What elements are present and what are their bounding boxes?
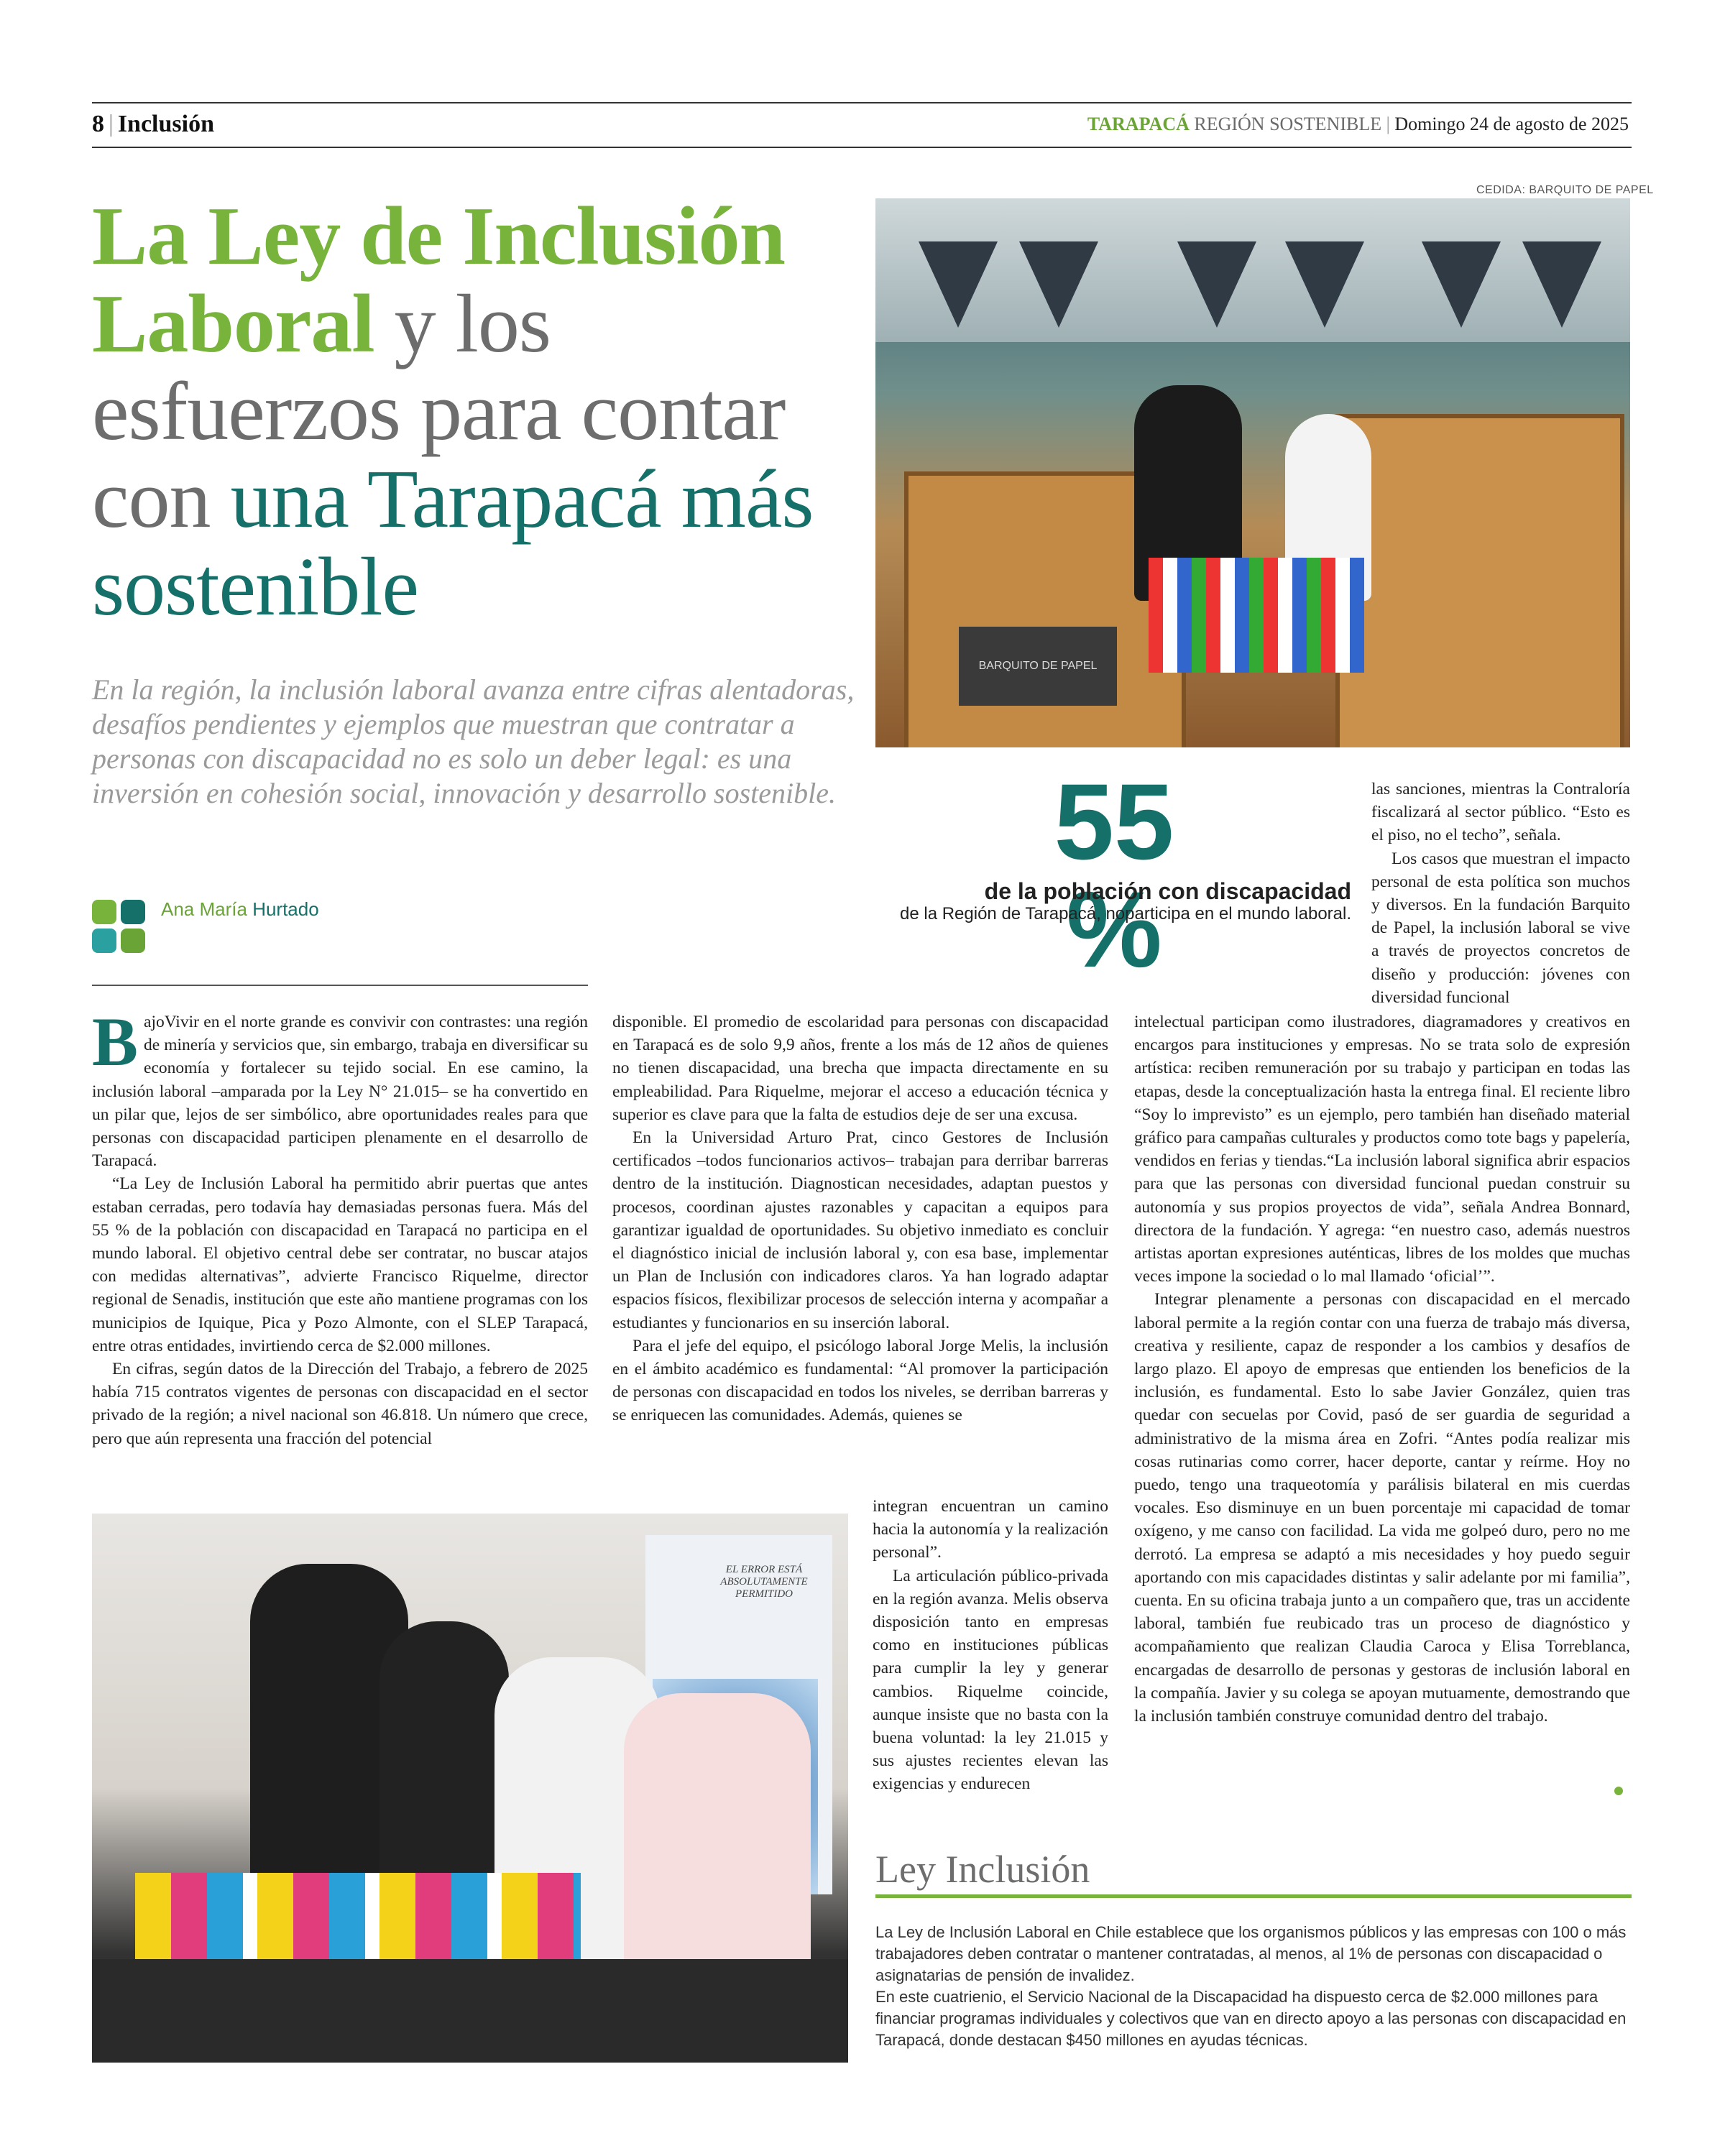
author-logo-icon [92, 900, 150, 957]
pennant-flag [1177, 241, 1256, 328]
headline-part1: La Ley de Inclusión Laboral [92, 190, 785, 370]
leaf-icon [121, 929, 145, 953]
community-icon [121, 900, 145, 924]
author-first-name: Ana María [161, 898, 247, 920]
page-header-left: 8 | Inclusión [92, 111, 214, 137]
pennant-flag [919, 241, 998, 328]
sidebar-rule [875, 1894, 1632, 1898]
article-paragraph: BajoVivir en el norte grande es convivir con contrastes: una región de minería y servicios que, sin embargo, trabaja en diversificar su economía y fortalecer su tejido social. En ese camino, la inclusión laboral –amparada por la Ley N° 21.015– se ha convertido en un pilar que, lejos de ser simbólico, abre oportunidades reales para que personas con discapacidad participen plenamente en el desarrollo de Tarapacá. [92, 1003, 588, 1171]
article-paragraph: integran encuentran un camino hacia la autonomía y la realización personal”. [873, 1497, 1108, 1562]
article-column-3b [1134, 1010, 1630, 1728]
article-column-3a [1371, 778, 1630, 1009]
header-bottom-rule [92, 147, 1632, 148]
page-header-right: TARAPACÁ REGIÓN SOSTENIBLE | Domingo 24 de agosto de 2025 [1087, 114, 1629, 134]
author-last-name: Hurtado [252, 898, 319, 920]
headline-part2: y los esfuerzos para contar con [92, 278, 786, 545]
stat-sublabel: de la Región de Tarapacá, noparticipa en el mundo laboral. [900, 904, 1351, 923]
drop-cap: B [92, 1003, 139, 1080]
stat-label: de la población con discapacidad [984, 878, 1351, 904]
section-name: Inclusión [117, 111, 214, 137]
pennant-flag [1522, 241, 1601, 328]
article-paragraph: las sanciones, mientras la Contraloría fiscalizará al sector público. “Esto es el piso, no el techo”, señala. [1371, 780, 1630, 845]
pennant-flag [1285, 241, 1364, 328]
article-column-1 [92, 1003, 588, 1450]
article-paragraph: Para el jefe del equipo, el psicólogo laboral Jorge Melis, la inclusión en el ámbito académico es fundamental: “Al promover la participación de personas con discapacidad en todos los niveles, se derriban barreras y se enriquecen las comunidades. Además, quienes se [612, 1336, 1108, 1425]
article-column-2b [873, 1495, 1108, 1796]
headline [92, 190, 868, 633]
article-column-2 [612, 1010, 1108, 1427]
sidebar-body [875, 1922, 1632, 2051]
clothes-rack [1149, 558, 1364, 673]
pennant-flag [1019, 241, 1098, 328]
photo-credit: CEDIDA: BARQUITO DE PAPEL [1476, 184, 1654, 196]
article-paragraph: Integrar plenamente a personas con discapacidad en el mercado laboral permite a la región contar con una fuerza de trabajo más diversa, creativa y resiliente, capaz de responder a los cambios y desafíos de largo plazo. El apoyo de empresas que entienden los beneficios de la inclusión, es fundamental. Esto lo sabe Javier González, quien tras quedar con secuelas por Covid, pasó de ser guardia de seguridad a administrativo de la misma área en Zofri. “Antes podía realizar mis cosas rutinarias como correr, hacer deporte, cantar y reírme. Hoy no puedo, tengo una traqueotomía y parálisis bilateral en mis cuerdas vocales. Eso disminuye en un buen porcentaje mi capacidad de tomar oxígeno, y me canso con facilidad. La vida me golpeó duro, pero no me derrotó. La empresa se adaptó a mis necesidades y hoy puedo seguir aportando con mis capacidades distintas y salir adelante por mi familia”, cuenta. En su oficina trabaja junto a un compañero que, tras un accidente laboral, también fue reubicado tras un proceso de diagnóstico y acompañamiento que realizan Claudia Caroca y Elisa Torreblanca, encargadas de desarrollo de personas y gestoras de inclusión laboral en la compañía. Javier y su colega se apoyan mutuamente, demostrando que la inclusión también construye comunidad dentro del trabajo. [1134, 1290, 1630, 1726]
brand-primary: TARAPACÁ [1087, 114, 1190, 134]
photo-group-stand [92, 1514, 848, 2063]
page-number: 8 [92, 111, 104, 137]
article-paragraph: La articulación público-privada en la región avanza. Melis observa disposición tanto en empresas como en instituciones públicas para cumplir la ley y generar cambios. Riquelme coincide, aunque insiste que no basta con la buena voluntad: la ley 21.015 y sus ajustes recientes elevan las exigencias y endurecen [873, 1566, 1108, 1794]
stand-sign: BARQUITO DE PAPEL [959, 627, 1117, 706]
article-paragraph: intelectual participan como ilustradores, diagramadores y creativos en encargos para instituciones y empresas. No se trata solo de expresión artística: reciben remuneración por su trabajo y participan en todas las etapas, desde la conceptualización hasta la entrega final. El reciente libro “Soy lo imprevisto” es un ejemplo, pero también han diseñado material gráfico para campañas culturales y productos como tote bags y papelería, vendidos en ferias y tiendas.“La inclusión laboral significa abrir espacios para que las personas con diversidad funcional puedan construir su autonomía y sus propios proyectos de vida”, señala Andrea Bonnard, directora de la fundación. Y agrega: “en nuestro caso, además nuestros artistas aportan expresiones auténticas, libres de los moldes que muchas veces impone la sociedad o lo mal llamado ‘oficial’”. [1134, 1013, 1630, 1286]
issue-date: Domingo 24 de agosto de 2025 [1394, 114, 1629, 134]
article-paragraph: disponible. El promedio de escolaridad para personas con discapacidad en Tarapacá es de solo 9,9 años, frente a los más de 12 años de quienes no tienen discapacidad, una brecha que impacta directamente en su empleabilidad. Para Riquelme, mejorar el acceso a educación técnica y superior es clave para que la falta de estudios deje de ser una excusa. [612, 1013, 1108, 1124]
sidebar-paragraph: En este cuatrienio, el Servicio Nacional de la Discapacidad ha dispuesto cerca de $2.000 millones para financiar programas individuales y colectivos que van en directo apoyo a las personas con discapacidad en Tarapacá, donde destacan $450 millones en ayudas técnicas. [875, 1988, 1627, 2049]
pennant-flag [1422, 241, 1501, 328]
article-paragraph: En la Universidad Arturo Prat, cinco Gestores de Inclusión certificados –todos funcionarios activos– trabajan para derribar barreras dentro de la institución. Diagnostican necesidades, adaptan puestos y procesos, coordinan ajustes razonables y capacitan a equipos para garantizar igualdad de oportunidades. Su objetivo inmediato es concluir el diagnóstico inicial de inclusión laboral y, con esa base, implementar un Plan de Inclusión con indicadores claros. Ya han logrado adaptar espacios físicos, flexibilizar procesos de selección interna y acompañar a estudiantes y funcionarios en su inserción laboral. [612, 1128, 1108, 1332]
globe-icon [92, 929, 116, 953]
header-top-rule [92, 102, 1632, 103]
sidebar-paragraph: La Ley de Inclusión Laboral en Chile establece que los organismos públicos y las empresas con 100 o más trabajadores deben contratar o mantener contratadas, al menos, al 1% de personas con discapacidad o asignatarias de pensión de invalidez. [875, 1923, 1627, 1984]
lede: En la región, la inclusión laboral avanza entre cifras alentadoras, desafíos pendientes y ejemplos que muestran que contratar a personas con discapacidad no es solo un deber legal: es una inversión en cohesión social, innovación y desarrollo sostenible. [92, 673, 855, 809]
sidebar-title: Ley Inclusión [875, 1848, 1090, 1891]
article-paragraph: En cifras, según datos de la Dirección del Trabajo, a febrero de 2025 había 715 contratos vigentes de personas con discapacidad en el sector privado de la región; a nivel nacional son 46.818. Un número que crece, pero que aún representa una fracción del potencial [92, 1360, 588, 1448]
brand-secondary: REGIÓN SOSTENIBLE [1194, 114, 1382, 134]
byline-rule [92, 985, 588, 986]
banner-text: EL ERROR ESTÁ ABSOLUTAMENTE PERMITIDO [720, 1564, 808, 1600]
author-byline [161, 898, 319, 921]
wooden-stand-right [1335, 414, 1624, 747]
end-mark-icon [1614, 1787, 1623, 1795]
headline-part3: una Tarapacá más sostenible [92, 453, 814, 633]
recycle-icon [92, 900, 116, 924]
stat-number: 55 % [1054, 761, 1174, 990]
display-table [92, 1959, 848, 2063]
article-paragraph: Los casos que muestran el impacto personal de esta política son muchos y diversos. En la fundación Barquito de Papel, la inclusión laboral se vive a través de proyectos concretos de diseño y producción: jóvenes con diversidad funcional [1371, 849, 1630, 1007]
article-paragraph: “La Ley de Inclusión Laboral ha permitido abrir puertas que antes estaban cerradas, pero todavía hay demasiadas personas fuera. Más del 55 % de la población con discapacidad en Tarapacá no participa en el mundo laboral. El objetivo central debe ser contratar, no buscar atajos con medidas alternativas”, advierte Francisco Riquelme, director regional de Senadis, institución que este año mantiene programas con los municipios de Iquique, Pica y Pozo Almonte, con el SLEP Tarapacá, entre otras entidades, invirtiendo cerca de $2.000 millones. [92, 1174, 588, 1355]
photo-market-stand [875, 198, 1630, 747]
